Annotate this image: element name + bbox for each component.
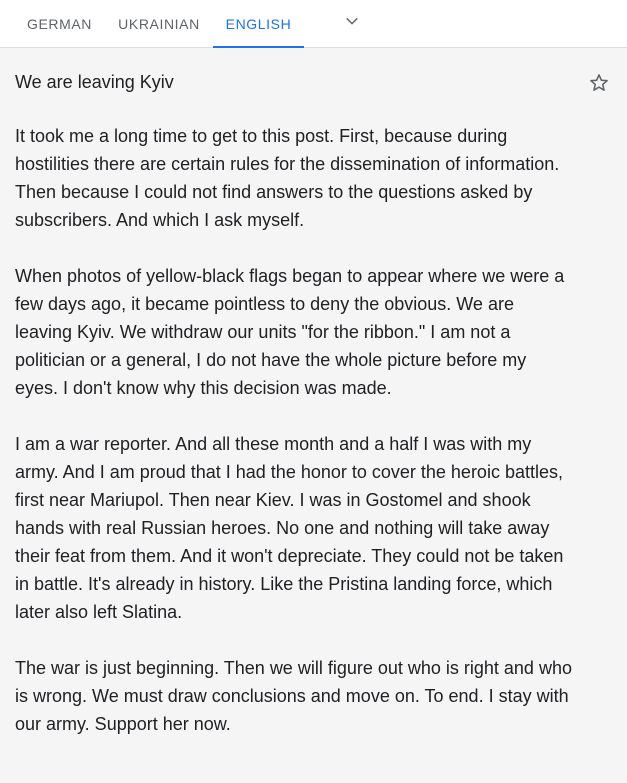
chevron-down-icon [343, 12, 361, 35]
tab-english[interactable]: ENGLISH [213, 0, 304, 47]
post-paragraph-2: When photos of yellow-black flags began to appear where we were a few days ago, it became pointless to deny the obvious. We are leaving Kyiv. We withdraw our units "for the ribbon." I am not a politician or a general, I do not have the whole picture before my eyes. I don't know why this decision was made. [15, 266, 565, 398]
favorite-button[interactable] [588, 72, 610, 94]
post-paragraph-3: I am a war reporter. And all these month and a half I was with my army. And I am proud that I had the honor to cover the heroic battles, first near Mariupol. Then near Kiev. I was in Gostomel and shook hands with real Russian heroes. No one and nothing will take away their feat from them. And it won't depreciate. They could not be taken in battle. It's already in history. Like the Pristina landing force, which later also left Slatina. [15, 434, 564, 622]
more-languages-button[interactable] [304, 0, 400, 47]
tab-ukrainian[interactable]: UKRAINIAN [118, 15, 200, 32]
post-paragraph-1: It took me a long time to get to this post. First, because during hostilities there are certain rules for the dissemination of information. Then because I could not find answers to the questions asked by subscribers. And which I ask myself. [15, 126, 560, 230]
post-title: We are leaving Kyiv [15, 72, 174, 92]
star-outline-icon [588, 81, 610, 98]
language-tab-bar [0, 0, 627, 48]
post-paragraph-4: The war is just beginning. Then we will figure out who is right and who is wrong. We must draw conclusions and move on. To end. I stay with our army. Support her now. [15, 658, 572, 734]
post-content [0, 48, 627, 738]
tab-german[interactable]: GERMAN [26, 15, 93, 32]
